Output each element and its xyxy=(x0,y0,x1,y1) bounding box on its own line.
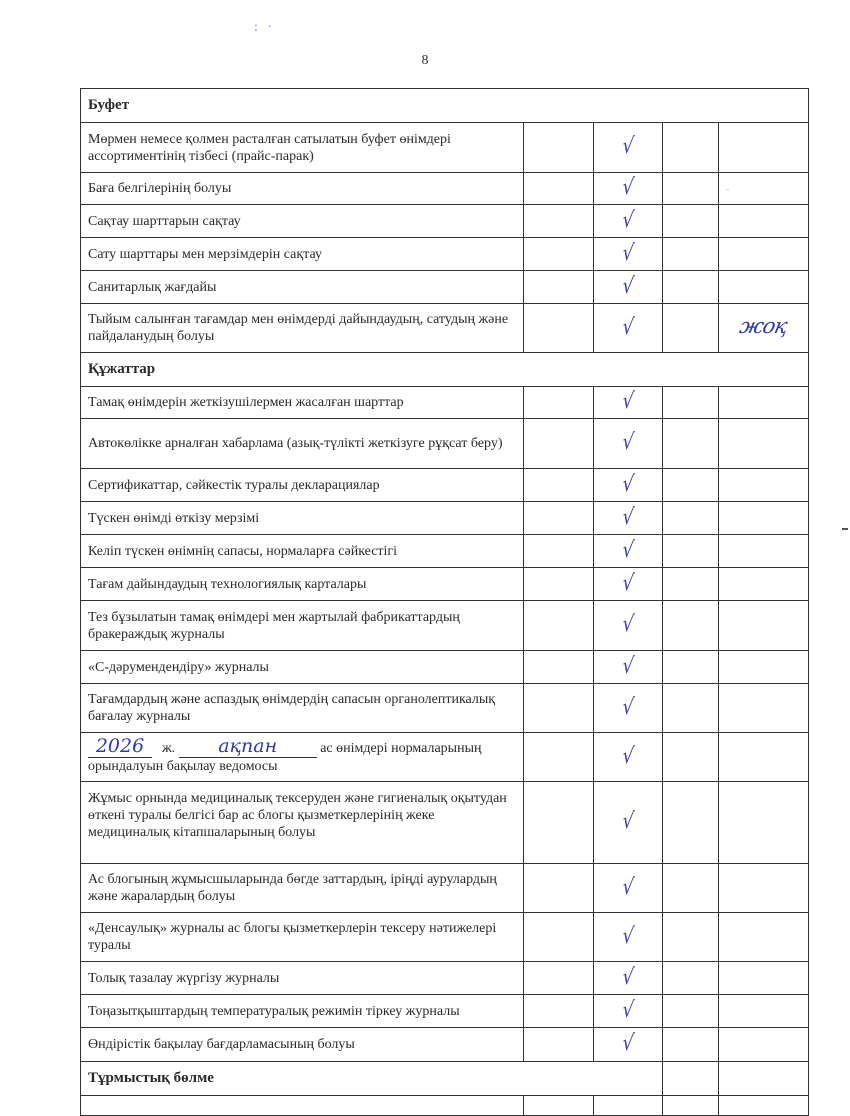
table-row xyxy=(81,123,809,173)
row-text: Сертификаттар, сәйкестік туралы декларациялар xyxy=(81,469,524,502)
table-row xyxy=(81,271,809,304)
check-cell xyxy=(594,173,663,205)
col-empty xyxy=(663,1028,719,1062)
row-text: Келіп түскен өнімнің сапасы, нормаларға сәйкестігі xyxy=(81,535,524,568)
col-empty xyxy=(663,601,719,651)
check-cell xyxy=(594,502,663,535)
col-empty xyxy=(663,651,719,684)
row-text: «Денсаулық» журналы ас блогы қызметкерлерін тексеру нәтижелері туралы xyxy=(81,913,524,962)
col-empty xyxy=(524,387,594,419)
table-row xyxy=(81,864,809,913)
note-cell xyxy=(719,238,809,271)
table-row xyxy=(81,238,809,271)
table-row xyxy=(81,651,809,684)
note-cell xyxy=(719,123,809,173)
col-empty xyxy=(663,1096,719,1116)
note-cell xyxy=(719,913,809,962)
check-mark: √ xyxy=(621,537,636,563)
note-cell xyxy=(719,684,809,733)
check-mark: √ xyxy=(621,273,636,299)
row-text: Тоңазытқыштардың температуралық режимін тіркеу журналы xyxy=(81,995,524,1028)
row-text: Тыйым салынған тағамдар мен өнімдерді дайындаудың, сатудың және пайдаланудың болуы xyxy=(81,304,524,353)
col-empty xyxy=(663,304,719,353)
check-cell xyxy=(594,1028,663,1062)
check-cell xyxy=(594,387,663,419)
check-mark: √ xyxy=(621,1031,636,1056)
col-empty xyxy=(524,304,594,353)
table-row xyxy=(81,962,809,995)
note-cell xyxy=(719,1062,809,1096)
row-text-rest: ас өнімдері нормаларының орындалуын бақылау ведомосы xyxy=(88,741,482,774)
check-mark: √ xyxy=(621,504,636,530)
check-cell xyxy=(594,535,663,568)
check-mark: √ xyxy=(621,570,636,596)
col-empty xyxy=(663,271,719,304)
note-cell xyxy=(719,568,809,601)
handwritten-note: жоқ xyxy=(737,314,790,338)
table-row xyxy=(81,601,809,651)
check-mark: √ xyxy=(621,240,636,266)
table-row xyxy=(81,387,809,419)
row-text: Толық тазалау жүргізу журналы xyxy=(81,962,524,995)
table-row xyxy=(81,995,809,1028)
table-row xyxy=(81,782,809,864)
col-empty xyxy=(524,568,594,601)
row-text: Тағам дайындаудың технологиялық карталары xyxy=(81,568,524,601)
row-text: Тағамдардың және аспаздық өнімдердің сапасын органолептикалық бағалау журналы xyxy=(81,684,524,733)
check-mark: √ xyxy=(621,694,636,720)
check-cell xyxy=(594,205,663,238)
note-cell xyxy=(719,387,809,419)
col-empty xyxy=(524,913,594,962)
row-text: Сақтау шарттарын сақтау xyxy=(81,205,524,238)
check-mark: √ xyxy=(621,207,636,233)
col-empty xyxy=(524,1096,594,1116)
row-text: Сату шарттары мен мерзімдерін сақтау xyxy=(81,238,524,271)
row-text: Тамақ өнімдерін жеткізушілермен жасалған шарттар xyxy=(81,387,524,419)
year-suffix: ж. xyxy=(162,741,176,756)
row-text: Баға белгілерінің болуы xyxy=(81,173,524,205)
section-title: Тұрмыстық бөлме xyxy=(81,1062,663,1096)
row-text: Жұмыс орнында медициналық тексеруден және гигиеналық оқытудан өткені туралы белгісі бар ас блогы қызметкерлерінің жеке медициналық кітапшаларының болуы xyxy=(81,782,524,864)
col-empty xyxy=(524,535,594,568)
filled-month: ақпан xyxy=(179,739,317,758)
col-empty xyxy=(524,1028,594,1062)
col-empty xyxy=(524,684,594,733)
col-empty xyxy=(524,733,594,782)
check-cell xyxy=(594,304,663,353)
col-empty xyxy=(524,782,594,864)
check-mark: √ xyxy=(621,964,636,990)
check-mark: √ xyxy=(621,134,636,159)
col-empty xyxy=(663,782,719,864)
check-cell xyxy=(594,469,663,502)
table-row xyxy=(81,684,809,733)
col-empty xyxy=(663,913,719,962)
check-cell xyxy=(594,238,663,271)
stray-mark xyxy=(842,528,848,530)
section-header-household-room xyxy=(81,1062,809,1096)
col-empty xyxy=(524,962,594,995)
row-text: Автокөлікке арналған хабарлама (азық-түлікті жеткізуге рұқсат беру) xyxy=(81,419,524,469)
check-cell xyxy=(594,962,663,995)
col-empty xyxy=(524,651,594,684)
table-row xyxy=(81,535,809,568)
row-text: Санитарлық жағдайы xyxy=(81,271,524,304)
check-mark: √ xyxy=(621,430,636,455)
note-cell xyxy=(719,782,809,864)
note-cell xyxy=(719,995,809,1028)
row-text: «С-дәрумендендіру» журналы xyxy=(81,651,524,684)
col-empty xyxy=(663,238,719,271)
table-row xyxy=(81,733,809,782)
section-header-buffet xyxy=(81,89,809,123)
col-empty xyxy=(663,568,719,601)
col-empty xyxy=(663,469,719,502)
check-cell xyxy=(594,913,663,962)
col-empty xyxy=(663,419,719,469)
col-empty xyxy=(663,123,719,173)
check-cell xyxy=(594,651,663,684)
check-cell xyxy=(594,995,663,1028)
table-row xyxy=(81,419,809,469)
check-cell xyxy=(594,864,663,913)
col-empty xyxy=(663,502,719,535)
table-row xyxy=(81,913,809,962)
check-mark: √ xyxy=(621,809,636,834)
section-title: Құжаттар xyxy=(81,353,809,387)
check-cell xyxy=(594,419,663,469)
inspection-table xyxy=(80,88,809,1116)
note-cell xyxy=(719,469,809,502)
note-cell xyxy=(719,419,809,469)
table-row xyxy=(81,1028,809,1062)
note-cell xyxy=(719,173,809,205)
note-cell xyxy=(719,864,809,913)
check-mark: √ xyxy=(621,653,636,679)
note-cell xyxy=(719,651,809,684)
note-cell xyxy=(719,1028,809,1062)
note-cell xyxy=(719,733,809,782)
check-mark: √ xyxy=(621,874,636,900)
check-mark: √ xyxy=(621,175,636,200)
row-text: Түскен өнімді өткізу мерзімі xyxy=(81,502,524,535)
check-cell xyxy=(594,684,663,733)
row-text: Ас блогының жұмысшыларында бөгде заттардың, іріңді аурулардың және жаралардың болуы xyxy=(81,864,524,913)
col-empty xyxy=(663,962,719,995)
page-number: 8 xyxy=(421,53,429,68)
col-empty xyxy=(663,387,719,419)
check-mark: √ xyxy=(621,923,636,949)
table-row xyxy=(81,469,809,502)
col-empty xyxy=(524,238,594,271)
col-empty xyxy=(663,1062,719,1096)
section-header-documents xyxy=(81,353,809,387)
check-mark: √ xyxy=(621,612,636,637)
check-cell xyxy=(594,568,663,601)
note-cell xyxy=(719,304,809,353)
note-cell xyxy=(719,535,809,568)
table-row xyxy=(81,502,809,535)
check-mark: √ xyxy=(621,997,636,1023)
col-empty xyxy=(663,684,719,733)
col-empty xyxy=(524,601,594,651)
col-empty xyxy=(663,864,719,913)
check-mark: √ xyxy=(621,389,636,414)
faint-dot: - xyxy=(726,183,730,195)
row-text xyxy=(81,1096,524,1116)
col-empty xyxy=(663,535,719,568)
note-cell xyxy=(719,962,809,995)
row-text: Өндірістік бақылау бағдарламасының болуы xyxy=(81,1028,524,1062)
check-cell xyxy=(594,601,663,651)
col-empty xyxy=(524,123,594,173)
col-empty xyxy=(663,995,719,1028)
check-mark: √ xyxy=(621,314,636,340)
col-empty xyxy=(524,271,594,304)
col-empty xyxy=(524,502,594,535)
table-row xyxy=(81,304,809,353)
section-title: Буфет xyxy=(81,89,809,123)
col-empty xyxy=(524,419,594,469)
note-cell xyxy=(719,271,809,304)
check-cell xyxy=(594,733,663,782)
check-cell xyxy=(594,123,663,173)
col-empty xyxy=(524,469,594,502)
check-cell xyxy=(594,271,663,304)
col-empty xyxy=(524,995,594,1028)
table-row xyxy=(81,173,809,205)
check-mark: √ xyxy=(621,471,636,497)
check-cell xyxy=(594,782,663,864)
ink-specks: : · xyxy=(254,20,276,35)
note-cell xyxy=(719,601,809,651)
col-empty xyxy=(663,173,719,205)
col-empty xyxy=(524,864,594,913)
check-mark: √ xyxy=(621,743,636,769)
note-cell xyxy=(719,205,809,238)
note-cell xyxy=(719,1096,809,1116)
row-text: Мөрмен немесе қолмен расталған сатылатын буфет өнімдері ассортиментінің тізбесі (прайс-парак) xyxy=(81,123,524,173)
col-empty xyxy=(524,205,594,238)
table-row-partial xyxy=(81,1096,809,1116)
check-cell xyxy=(594,1096,663,1116)
col-empty xyxy=(524,173,594,205)
row-text: Тез бұзылатын тамақ өнімдері мен жартылай фабрикаттардың бракераждық журналы xyxy=(81,601,524,651)
col-empty xyxy=(663,205,719,238)
table-row xyxy=(81,205,809,238)
table-row xyxy=(81,568,809,601)
col-empty xyxy=(663,733,719,782)
row-text-fillin xyxy=(81,733,524,782)
note-cell xyxy=(719,502,809,535)
filled-year: 2026 xyxy=(88,739,152,758)
